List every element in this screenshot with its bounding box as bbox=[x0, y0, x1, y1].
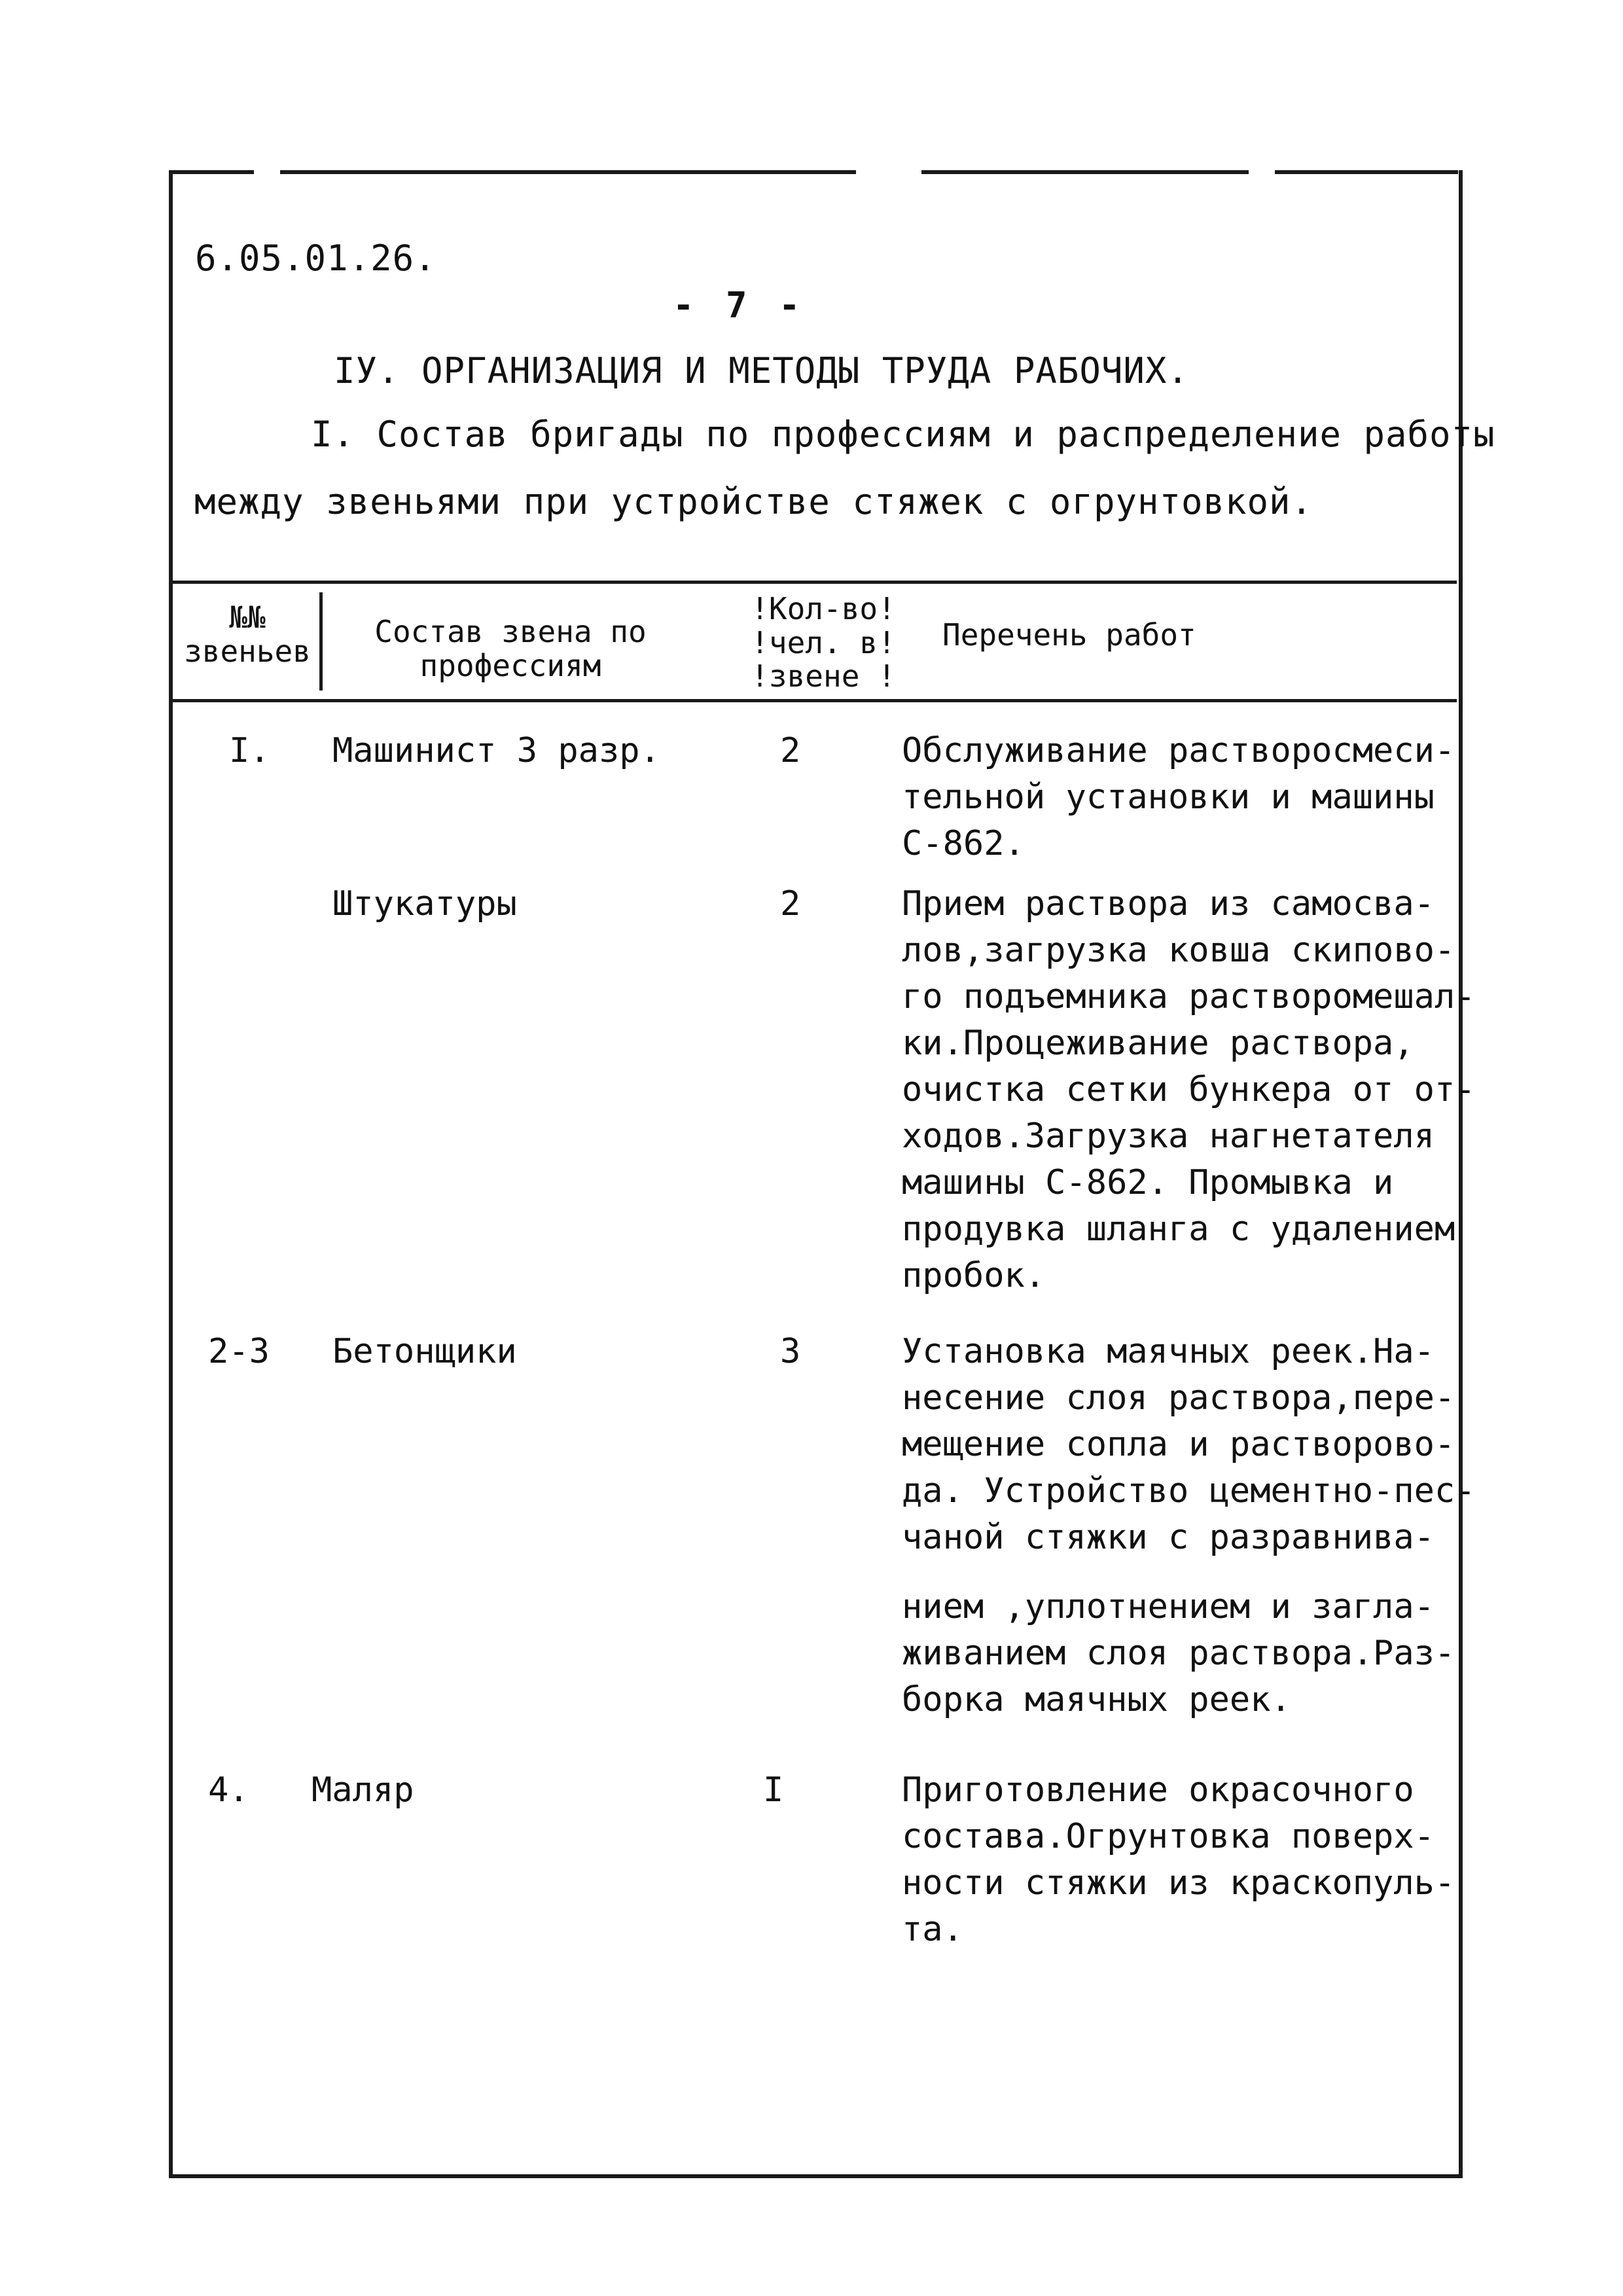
work-line: ности стяжки из краскопуль- bbox=[902, 1863, 1455, 1903]
frame-top-segment bbox=[1275, 170, 1458, 174]
work-line: борка маячных реек. bbox=[902, 1680, 1291, 1719]
work-line: го подъемника растворомешал- bbox=[902, 977, 1476, 1016]
row-profession: Маляр bbox=[312, 1770, 414, 1810]
work-line: продувка шланга с удалением bbox=[902, 1210, 1455, 1249]
row-count: 2 bbox=[780, 884, 801, 924]
work-line: Прием раствора из самосва- bbox=[902, 884, 1435, 924]
work-line: Установка маячных реек.На- bbox=[902, 1332, 1435, 1371]
work-line: да. Устройство цементно-пес- bbox=[902, 1471, 1476, 1511]
row-works bbox=[902, 1767, 1455, 1953]
row-works-continuation bbox=[902, 1584, 1455, 1723]
table-header-rule bbox=[173, 699, 1457, 702]
row-count: 2 bbox=[780, 731, 801, 770]
row-count: I bbox=[763, 1770, 784, 1810]
row-profession: Машинист 3 разр. bbox=[332, 731, 660, 770]
row-works bbox=[902, 728, 1455, 867]
column-header-number-line-1: №№ bbox=[229, 600, 266, 635]
work-line: несение слоя раствора,пере- bbox=[902, 1378, 1455, 1418]
work-line: состава.Огрунтовка поверх- bbox=[902, 1817, 1435, 1856]
work-line: машины С-862. Промывка и bbox=[902, 1163, 1394, 1202]
row-number: I. bbox=[229, 731, 270, 770]
work-line: лов,загрузка ковша скипово- bbox=[902, 931, 1455, 970]
column-header-quantity-line-3: !звене ! bbox=[751, 658, 896, 694]
column-header-composition-line-2: профессиям bbox=[419, 647, 601, 683]
column-separator bbox=[319, 592, 323, 691]
column-header-quantity-line-1: !Кол-во! bbox=[751, 591, 896, 626]
page-number: - 7 - bbox=[673, 285, 806, 326]
work-line: Обслуживание растворосмеси- bbox=[902, 731, 1455, 770]
work-line: чаной стяжки с разравнива- bbox=[902, 1518, 1435, 1557]
row-works bbox=[902, 881, 1476, 1299]
work-line: нием ,уплотнением и загла- bbox=[902, 1587, 1435, 1626]
row-works bbox=[902, 1329, 1476, 1561]
work-line: Приготовление окрасочного bbox=[902, 1770, 1414, 1810]
column-header-number-line-2: звеньев bbox=[184, 633, 311, 669]
work-line: С-862. bbox=[902, 824, 1025, 863]
row-number: 2-3 bbox=[208, 1332, 270, 1371]
document-code: 6.05.01.26. bbox=[195, 238, 437, 279]
work-line: мещение сопла и растворово- bbox=[902, 1425, 1455, 1464]
work-line: тельной установки и машины bbox=[902, 778, 1435, 817]
subsection-title-line-2: между звеньями при устройстве стяжек с огрунтовкой. bbox=[194, 481, 1313, 522]
work-line: пробок. bbox=[902, 1256, 1046, 1295]
work-line: ки.Процеживание раствора, bbox=[902, 1024, 1414, 1063]
work-line: живанием слоя раствора.Раз- bbox=[902, 1634, 1455, 1673]
column-header-quantity bbox=[738, 592, 908, 694]
section-heading: IУ. ОРГАНИЗАЦИЯ И МЕТОДЫ ТРУДА РАБОЧИХ. bbox=[334, 350, 1189, 391]
row-profession: Штукатуры bbox=[332, 884, 517, 924]
work-line: ходов.Загрузка нагнетателя bbox=[902, 1117, 1435, 1156]
column-header-works: Перечень работ bbox=[942, 617, 1196, 653]
row-count: 3 bbox=[780, 1332, 801, 1371]
frame-top-segment bbox=[921, 170, 1249, 174]
row-number: 4. bbox=[208, 1770, 249, 1810]
column-header-composition-line-1: Состав звена по bbox=[374, 614, 647, 649]
frame-top-segment bbox=[169, 170, 254, 174]
row-profession: Бетонщики bbox=[332, 1332, 517, 1371]
subsection-title-line-1: I. Состав бригады по профессиям и распределение работы bbox=[311, 414, 1495, 455]
column-header-composition bbox=[327, 615, 694, 683]
column-header-quantity-line-2: !чел. в! bbox=[751, 624, 896, 660]
work-line: та. bbox=[902, 1910, 963, 1949]
frame-top-segment bbox=[280, 170, 856, 174]
column-header-number bbox=[175, 601, 319, 668]
table-top-rule bbox=[173, 581, 1457, 584]
work-line: очистка сетки бункера от от- bbox=[902, 1070, 1476, 1109]
